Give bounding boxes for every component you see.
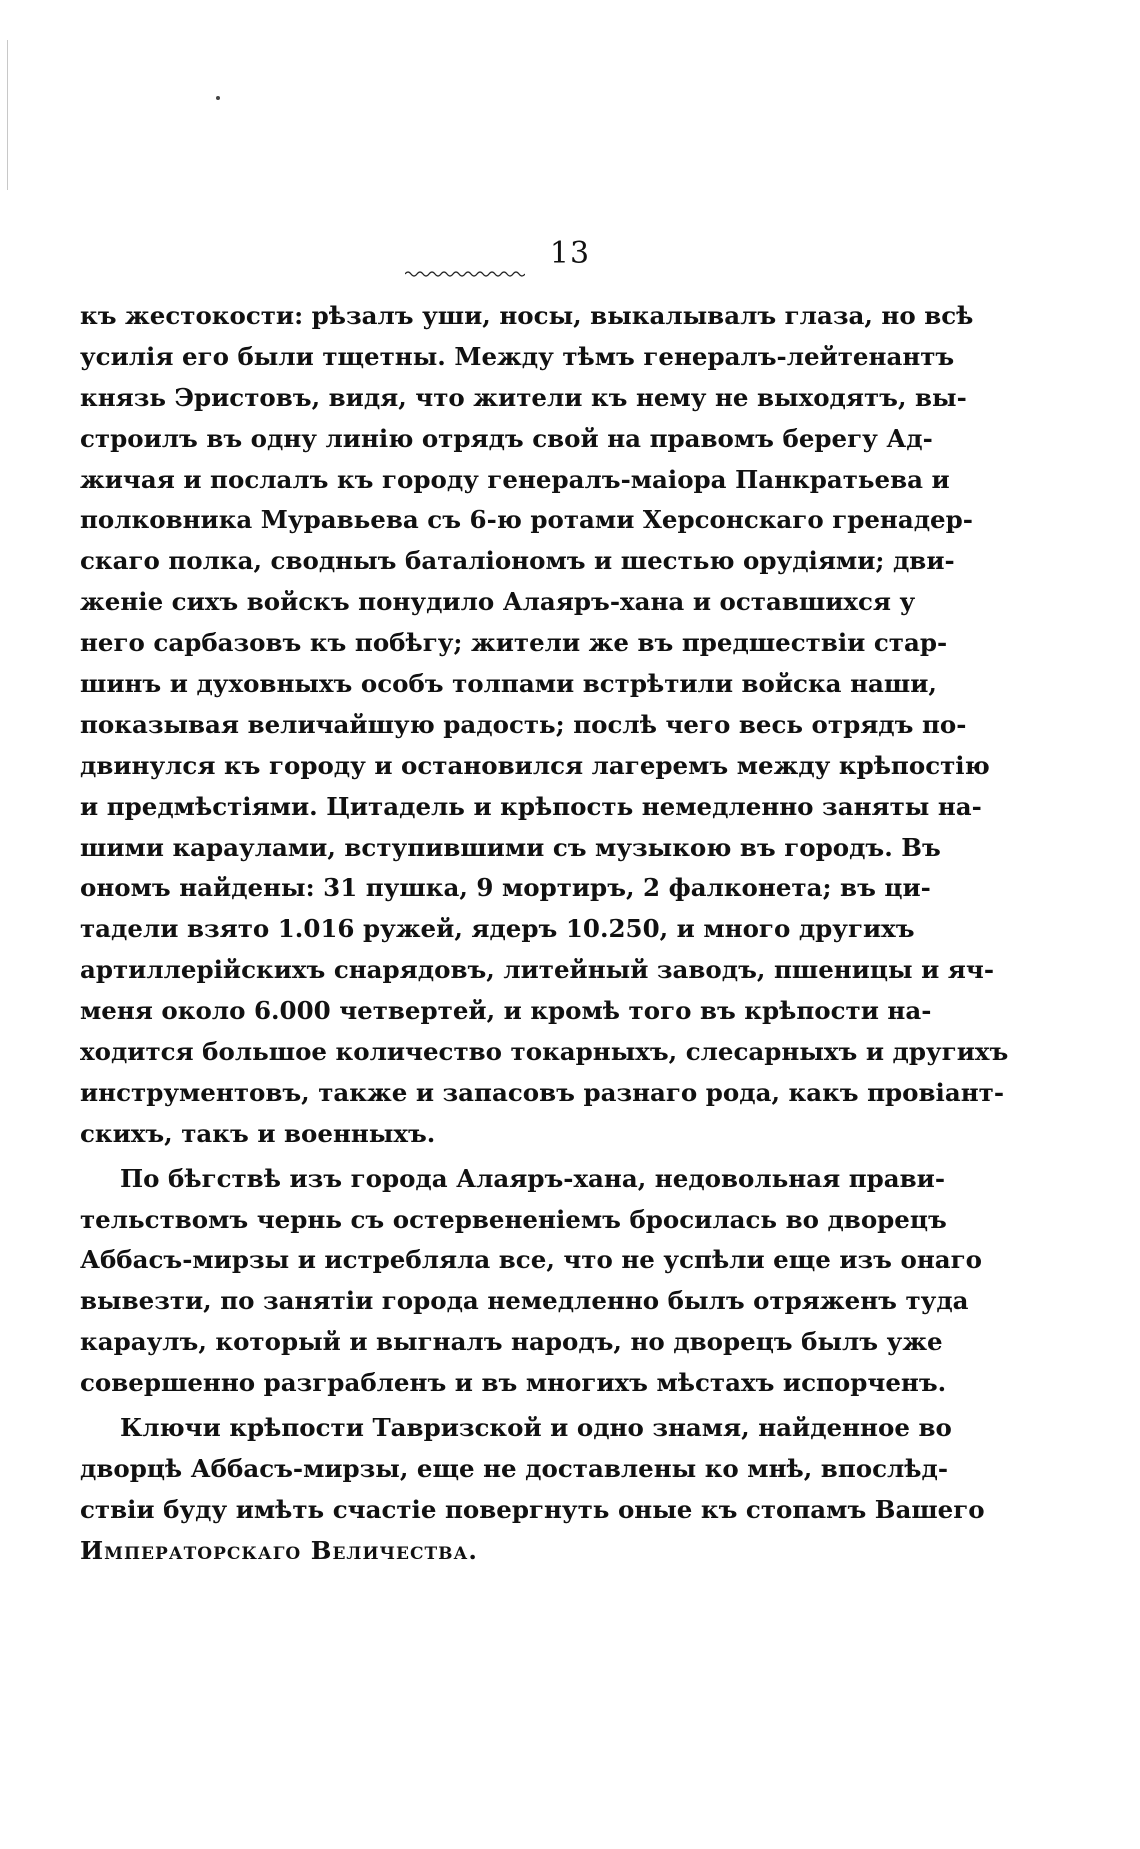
text-line: совершенно разграбленъ и въ многихъ мѣстахъ испорченъ. (80, 1368, 947, 1398)
text-line: скаго полка, сводныъ баталіономъ и шестью орудіями; дви- (80, 546, 955, 576)
page-number: 13 (549, 236, 591, 271)
text-line: него сарбазовъ къ побѣгу; жители же въ предшествіи стар- (80, 628, 948, 658)
text-line: жичая и послалъ къ городу генералъ-маіора Панкратьева и (80, 464, 950, 494)
text-line: князь Эристовъ, видя, что жители къ нему не выходятъ, вы- (80, 382, 967, 412)
text-line: шинъ и духовныхъ особъ толпами встрѣтили войска наши, (80, 669, 937, 699)
text-line: Императорскаго Величества. (80, 1535, 478, 1565)
text-line: полковника Муравьева съ 6-ю ротами Херсонскаго гренадер- (80, 505, 973, 535)
scan-speck (216, 96, 220, 100)
text-line: вывезти, по занятіи города немедленно былъ отряженъ туда (80, 1286, 969, 1316)
text-line: показывая величайшую радость; послѣ чего весь отрядъ по- (80, 709, 967, 739)
text-line: ствіи буду имѣть счастіе повергнуть оные къ стопамъ Вашего (80, 1494, 985, 1524)
text-line: къ жестокости: рѣзалъ уши, носы, выкалывалъ глаза, но всѣ (80, 301, 974, 330)
text-line: строилъ въ одну линію отрядъ свой на правомъ берегу Ад- (80, 423, 933, 453)
text-line: Ключи крѣпости Тавризской и одно знамя, найденное во (120, 1413, 952, 1443)
page-number-ornament (405, 270, 525, 278)
text-line: скихъ, такъ и военныхъ. (80, 1118, 436, 1148)
text-line: тельствомъ чернь съ остервененіемъ бросилась во дворецъ (80, 1204, 947, 1234)
text-line: ономъ найдены: 31 пушка, 9 мортиръ, 2 фалконета; въ ци- (80, 873, 931, 903)
text-line: тадели взято 1.016 ружей, ядеръ 10.250, и много другихъ (80, 914, 915, 944)
text-line: усилія его были тщетны. Между тѣмъ генералъ-лейтенантъ (80, 341, 955, 371)
text-line: меня около 6.000 четвертей, и кромѣ того въ крѣпости на- (80, 996, 932, 1026)
text-line: По бѣгствѣ изъ города Алаяръ-хана, недовольная прави- (120, 1163, 945, 1193)
text-line: двинулся къ городу и остановился лагеремъ между крѣпостію (80, 750, 990, 780)
text-line: ходится большое количество токарныхъ, слесарныхъ и другихъ (80, 1037, 1009, 1067)
text-line: Аббасъ-мирзы и истребляла все, что не успѣли еще изъ онаго (80, 1245, 982, 1275)
text-line: караулъ, который и выгналъ народъ, но дворецъ былъ уже (80, 1327, 943, 1357)
text-line: дворцѣ Аббасъ-мирзы, еще не доставлены ко мнѣ, впослѣд- (80, 1453, 949, 1483)
text-line: и предмѣстіями. Цитадель и крѣпость немедленно заняты на- (80, 791, 982, 821)
text-line: инструментовъ, также и запасовъ разнаго рода, какъ провіант- (80, 1077, 1004, 1107)
text-line: артиллерійскихъ снарядовъ, литейный заводъ, пшеницы и яч- (80, 955, 995, 985)
text-line: женіе сихъ войскъ понудило Алаяръ-хана и оставшихся у (80, 587, 916, 617)
body-text (80, 296, 1009, 1572)
scan-edge-mark (7, 40, 8, 190)
text-line: шими караулами, вступившими съ музыкою въ городъ. Въ (80, 832, 941, 862)
